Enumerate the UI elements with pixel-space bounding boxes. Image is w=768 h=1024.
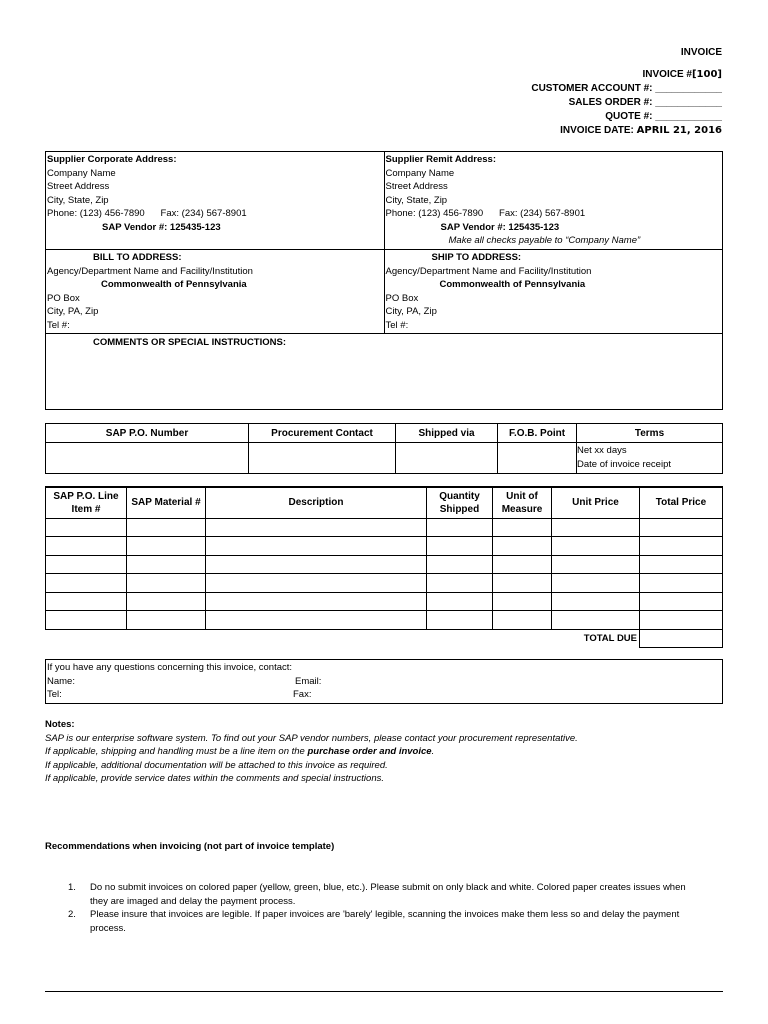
list-item [60,881,690,908]
ship-to-agency: Agency/Department Name and Facility/Institution [385,265,592,277]
material-cell[interactable] [127,518,206,537]
supplier-corporate-heading: Supplier Corporate Address: [47,154,177,165]
description-cell[interactable] [206,555,427,574]
bill-to-city: City, PA, Zip [47,306,99,317]
unit-price-cell[interactable] [552,555,640,574]
table-row [46,518,723,537]
quantity-cell[interactable] [427,518,493,537]
terms-line-2: Date of invoice receipt [577,458,671,470]
invoice-number-value[interactable]: [100] [691,69,722,80]
supplier-remit-city: City, State, Zip [385,194,448,206]
header-uom-2: Measure [501,503,543,515]
bill-to-agency: Agency/Department Name and Facility/Institution [47,265,253,277]
supplier-corporate-cell[interactable] [46,152,385,250]
unit-price-cell[interactable] [552,574,640,593]
supplier-remit-phone: Phone: (123) 456-7890 Fax: (234) 567-8901 [385,208,586,219]
uom-cell[interactable] [493,592,552,611]
address-table [45,151,723,410]
table-row [46,537,723,556]
uom-cell[interactable] [493,611,552,630]
header-unit-of-measure [493,487,552,518]
checks-payable-note: Make all checks payable to “Company Name” [448,235,641,246]
header-sap-po-number: SAP P.O. Number [46,424,249,443]
ship-to-po-box: PO Box [385,292,419,304]
sap-po-number-cell[interactable] [46,443,249,474]
table-row [46,592,723,611]
unit-price-cell[interactable] [552,518,640,537]
list-item [60,908,690,935]
contact-email-label: Email: [295,675,322,687]
quantity-cell[interactable] [427,592,493,611]
description-cell[interactable] [206,574,427,593]
notes-line-2-bold: purchase order and invoice [307,746,432,757]
supplier-corporate-phone: Phone: (123) 456-7890 Fax: (234) 567-8901 [47,208,247,219]
uom-cell[interactable] [493,518,552,537]
list-item-number: 1. [68,882,76,893]
bill-to-po-box: PO Box [47,292,80,304]
contact-tel-row [47,688,721,702]
bottom-divider [45,991,723,992]
supplier-corporate-company: Company Name [47,167,116,179]
supplier-remit-street: Street Address [385,181,448,192]
contact-box[interactable] [45,659,723,704]
quantity-cell[interactable] [427,574,493,593]
contact-intro: If you have any questions concerning this invoice, contact: [47,662,293,673]
header-uom-1: Unit of [506,490,538,502]
quantity-cell[interactable] [427,555,493,574]
terms-line-1: Net xx days [577,445,627,456]
unit-price-cell[interactable] [552,537,640,556]
invoice-date [531,124,722,138]
notes-line-3: If applicable, additional documentation will be attached to this invoice as required. [45,759,388,771]
line-item-cell[interactable] [46,518,127,537]
invoice-number-label: INVOICE # [642,69,692,80]
header-shipped-via: Shipped via [396,424,498,443]
supplier-remit-heading: Supplier Remit Address: [385,154,497,165]
bill-to-cell[interactable] [46,250,385,334]
quote-field[interactable]: QUOTE #: ____________ [605,111,722,122]
material-cell[interactable] [127,611,206,630]
sales-order-field[interactable]: SALES ORDER #: ____________ [568,97,722,108]
supplier-corporate-city: City, State, Zip [47,194,109,206]
line-items-body [46,518,723,648]
list-item-number: 2. [68,909,76,920]
notes-heading: Notes: [45,719,75,730]
ship-to-commonwealth: Commonwealth of Pennsylvania [439,279,586,290]
invoice-meta [531,68,722,138]
header-description: Description [206,487,427,518]
shipped-via-cell[interactable] [396,443,498,474]
total-price-cell[interactable] [640,592,723,611]
header-material: SAP Material # [127,487,206,518]
supplier-remit-vendor: SAP Vendor #: 125435-123 [440,221,560,233]
fob-point-cell[interactable] [498,443,577,474]
recommendations-title: Recommendations when invoicing (not part of invoice template) [45,841,335,852]
invoice-number [531,68,722,82]
comments-heading: COMMENTS OR SPECIAL INSTRUCTIONS: [93,337,286,348]
po-info-table [45,423,723,474]
recommendations-list [60,881,690,935]
description-cell[interactable] [206,611,427,630]
total-price-cell[interactable] [640,555,723,574]
line-item-cell[interactable] [46,592,127,611]
contact-tel-label: Tel: [47,689,62,700]
line-item-cell[interactable] [46,611,127,630]
material-cell[interactable] [127,537,206,556]
supplier-remit-company: Company Name [385,167,455,179]
header-quantity [427,487,493,518]
header-quantity-2: Shipped [439,503,480,515]
total-due-row [46,629,723,648]
invoice-date-value[interactable]: APRIL 21, 2016 [636,125,722,136]
description-cell[interactable] [206,537,427,556]
invoice-title: INVOICE [680,47,722,58]
procurement-contact-cell[interactable] [249,443,396,474]
line-items-table [45,486,723,648]
line-item-cell[interactable] [46,574,127,593]
material-cell[interactable] [127,555,206,574]
line-item-cell[interactable] [46,555,127,574]
total-due-label: TOTAL DUE [46,629,640,648]
unit-price-cell[interactable] [552,592,640,611]
bill-to-commonwealth: Commonwealth of Pennsylvania [101,279,247,290]
ship-to-heading: SHIP TO ADDRESS: [431,252,522,263]
customer-account-field[interactable]: CUSTOMER ACCOUNT #: ____________ [531,83,722,94]
ship-to-city: City, PA, Zip [385,306,437,317]
table-row [46,555,723,574]
header-fob-point: F.O.B. Point [498,424,577,443]
terms-cell[interactable] [577,443,723,474]
table-row [46,611,723,630]
notes-line-2-post: . [431,746,435,757]
invoice-date-label: INVOICE DATE: [560,125,637,136]
notes-line-2 [45,745,578,759]
material-cell[interactable] [127,574,206,593]
unit-price-cell[interactable] [552,611,640,630]
notes-line-4: If applicable, provide service dates within the comments and special instructions. [45,773,385,784]
contact-fax-label: Fax: [293,689,312,700]
notes-line-1: SAP is our enterprise software system. To find out your SAP vendor numbers, please contact your procurement representative. [45,732,578,744]
uom-cell[interactable] [493,574,552,593]
supplier-remit-cell[interactable] [384,152,723,250]
bill-to-heading: BILL TO ADDRESS: [93,252,182,263]
contact-name-row [47,675,721,689]
bill-to-tel: Tel #: [47,319,70,331]
header-line-item [46,487,127,518]
total-price-cell[interactable] [640,518,723,537]
total-price-cell[interactable] [640,611,723,630]
total-price-cell[interactable] [640,574,723,593]
ship-to-tel: Tel #: [385,319,409,331]
contact-name-label: Name: [47,675,75,687]
description-cell[interactable] [206,518,427,537]
supplier-corporate-vendor: SAP Vendor #: 125435-123 [102,221,221,233]
quantity-cell[interactable] [427,537,493,556]
ship-to-cell[interactable] [384,250,723,334]
uom-cell[interactable] [493,537,552,556]
list-item-text: Do no submit invoices on colored paper (yellow, green, blue, etc.). Please submit on only black and white. Colored paper creates issues when they are imaged and delay the payment process. [90,882,686,907]
table-row [46,574,723,593]
header-line-item-2: Item # [71,503,101,515]
uom-cell[interactable] [493,555,552,574]
header-total-price: Total Price [640,487,723,518]
material-cell[interactable] [127,592,206,611]
notes-section [45,718,578,786]
list-item-text: Please insure that invoices are legible. If paper invoices are 'barely' legible, scanning the invoices make them less so and delay the payment process. [90,909,680,934]
line-item-cell[interactable] [46,537,127,556]
header-terms: Terms [577,424,723,443]
supplier-corporate-street: Street Address [47,181,110,192]
notes-line-2-pre: If applicable, shipping and handling must be a line item on the [45,746,308,757]
header-procurement-contact: Procurement Contact [249,424,396,443]
quantity-cell[interactable] [427,611,493,630]
total-price-cell[interactable] [640,537,723,556]
header-unit-price: Unit Price [552,487,640,518]
invoice-header [681,46,722,60]
description-cell[interactable] [206,592,427,611]
header-quantity-1: Quantity [439,490,480,502]
comments-cell[interactable] [46,334,723,410]
header-line-item-1: SAP P.O. Line [53,490,119,502]
total-due-cell[interactable] [640,629,723,648]
